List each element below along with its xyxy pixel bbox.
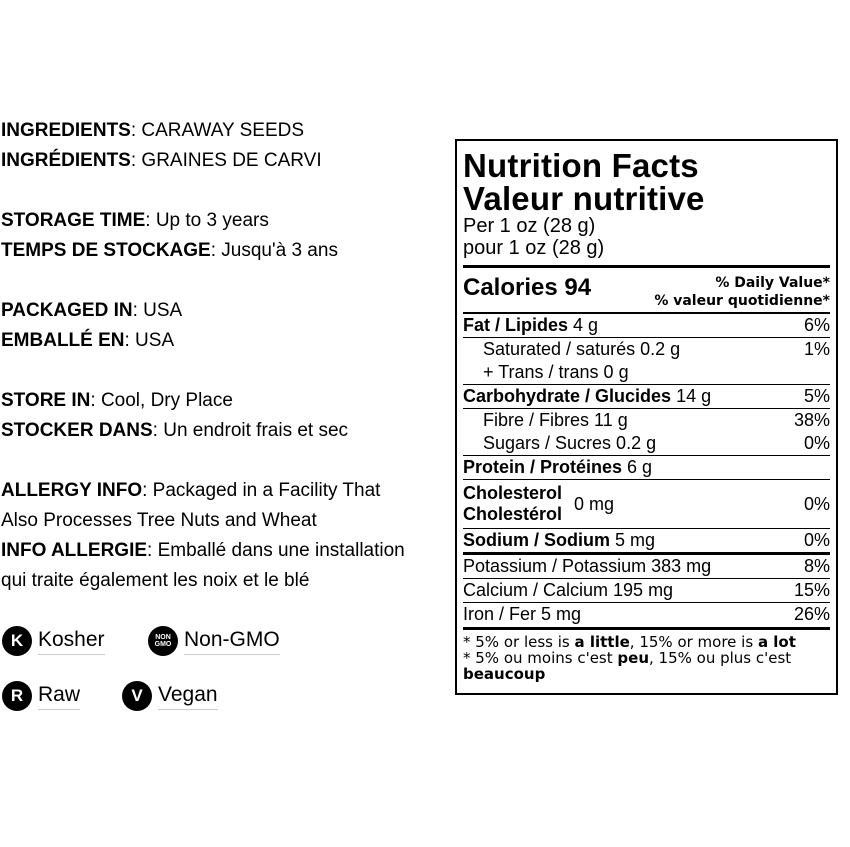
- nutrient-row-iron: Iron / Fer 5 mg 26%: [463, 604, 830, 624]
- badge-kosher: K Kosher: [2, 626, 105, 656]
- badge-vegan: V Vegan: [122, 681, 218, 711]
- nutrient-row-calcium: Calcium / Calcium 195 mg 15%: [463, 579, 830, 603]
- vegan-icon: V: [122, 681, 152, 711]
- info-line-ingredients-fr: INGRÉDIENTS: GRAINES DE CARVI: [1, 150, 322, 171]
- calories: Calories 94: [463, 274, 592, 301]
- nutrition-title-fr: Valeur nutritive: [463, 180, 705, 217]
- info-line-packaged-in-fr: EMBALLÉ EN: USA: [1, 330, 175, 351]
- non-gmo-icon: NON GMO: [148, 626, 178, 656]
- daily-value-header: % Daily Value* % valeur quotidienne*: [654, 275, 830, 309]
- nutrient-row-sugars: Sugars / Sucres 0.2 g 0%: [463, 432, 830, 456]
- info-line-store-in: STORE IN: Cool, Dry Place: [1, 390, 233, 411]
- info-line-allergy: ALLERGY INFO: Packaged in a Facility That: [1, 480, 381, 501]
- info-line-storage-time-fr: TEMPS DE STOCKAGE: Jusqu'à 3 ans: [1, 240, 338, 261]
- serving-size-en: Per 1 oz (28 g): [463, 215, 596, 237]
- badge-raw: R Raw: [2, 681, 80, 711]
- nutrient-row-sodium: Sodium / Sodium 5 mg 0%: [463, 529, 830, 553]
- kosher-icon: K: [2, 626, 32, 656]
- footnote-en: * 5% or less is a little, 15% or more is a lot: [463, 633, 796, 651]
- serving-size-fr: pour 1 oz (28 g): [463, 237, 605, 259]
- footnote-fr: * 5% ou moins c'est peu, 15% ou plus c'est beaucoup: [463, 649, 792, 683]
- info-line-store-in-fr: STOCKER DANS: Un endroit frais et sec: [1, 420, 349, 441]
- nutrition-facts-panel: [455, 139, 838, 695]
- raw-icon: R: [2, 681, 32, 711]
- nutrient-row-protein: Protein / Protéines 6 g: [463, 456, 830, 480]
- nutrient-row-cholesterol: Cholesterol Cholestérol 0 mg 0%: [463, 480, 830, 529]
- nutrient-row-fat: Fat / Lipides 4 g 6%: [463, 314, 830, 338]
- info-line-allergy-fr: INFO ALLERGIE: Emballé dans une installation: [1, 540, 405, 561]
- nutrient-row-potassium: Potassium / Potassium 383 mg 8%: [463, 555, 830, 579]
- nutrient-row-fibre: Fibre / Fibres 11 g 38%: [483, 410, 830, 430]
- nutrient-row-saturated: Saturated / saturés 0.2 g 1%: [483, 339, 830, 359]
- footnote: [463, 630, 830, 682]
- badge-non-gmo: NON GMO Non-GMO: [148, 626, 280, 656]
- nutrition-title-en: Nutrition Facts: [463, 147, 699, 184]
- calories-row: [463, 268, 830, 312]
- info-line-allergy-cont: Also Processes Tree Nuts and Wheat: [1, 510, 317, 531]
- info-line-ingredients: INGREDIENTS: CARAWAY SEEDS: [1, 120, 305, 141]
- certification-badges: [2, 626, 442, 746]
- info-line-allergy-fr-cont: qui traite également les noix et le blé: [1, 570, 310, 591]
- product-info: [1, 116, 451, 596]
- nutrient-row-trans: + Trans / trans 0 g: [463, 361, 830, 385]
- info-line-packaged-in: PACKAGED IN: USA: [1, 300, 183, 321]
- info-line-storage-time: STORAGE TIME: Up to 3 years: [1, 210, 269, 231]
- nutrient-row-carbohydrate: Carbohydrate / Glucides 14 g 5%: [463, 385, 830, 409]
